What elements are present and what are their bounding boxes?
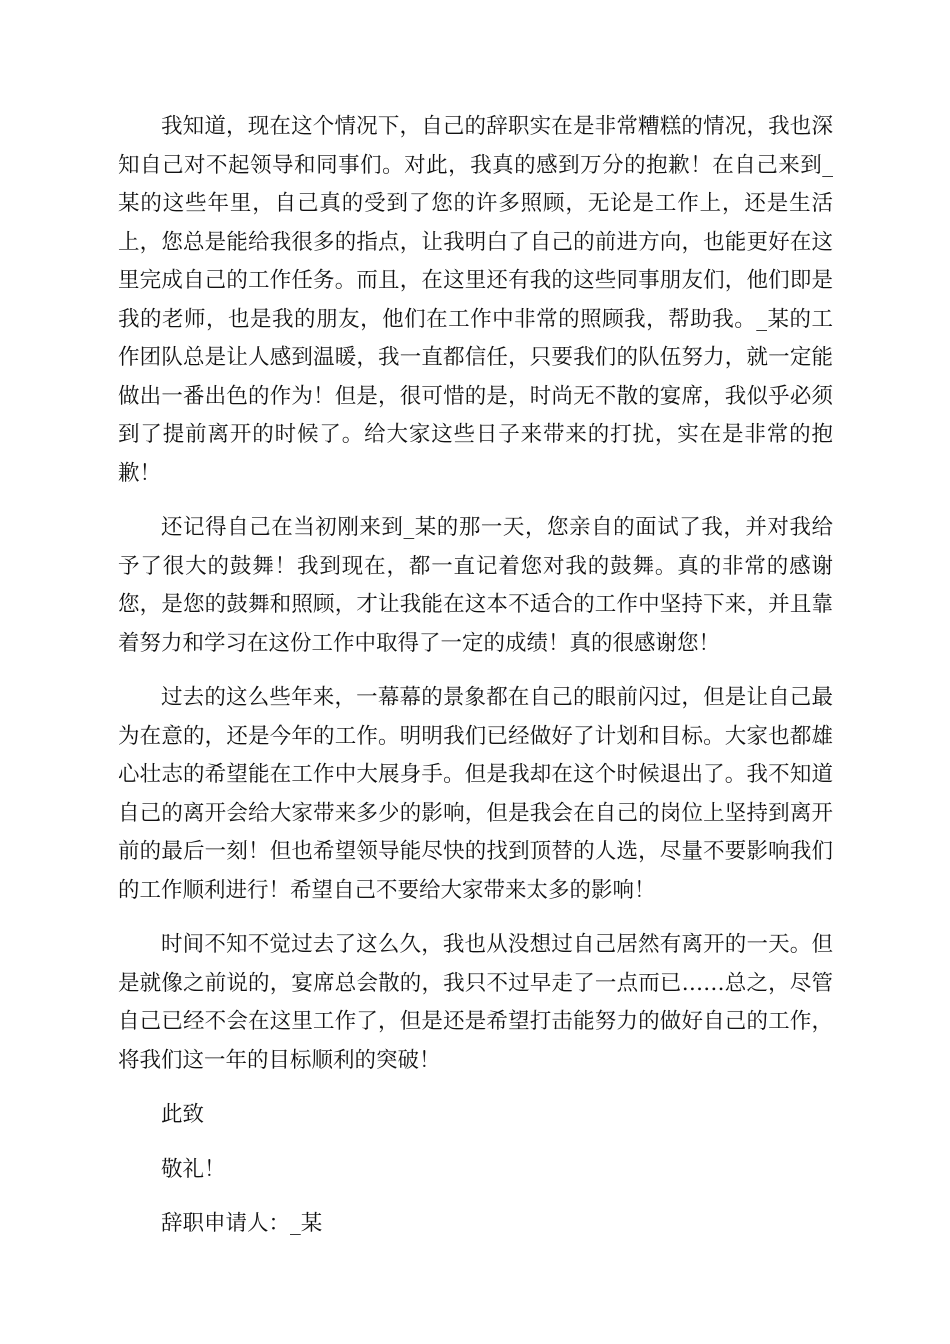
- paragraph-4: 时间不知不觉过去了这么久，我也从没想过自己居然有离开的一天。但是就像之前说的，宴席总会散的，我只不过早走了一点而已……总之，尽管自己已经不会在这里工作了，但是还是希望打击能努力的做好自己的工作，将我们这一年的目标顺利的突破！: [118, 932, 833, 1073]
- closing-salutation: 此致: [161, 1102, 205, 1127]
- signature: 辞职申请人：_某: [161, 1211, 323, 1236]
- paragraph-3: 过去的这么些年来，一幕幕的景象都在自己的眼前闪过，但是让自己最为在意的，还是今年的工作。明明我们已经做好了计划和目标。大家也都雄心壮志的希望能在工作中大展身手。但是我却在这个时候退出了。我不知道自己的离开会给大家带来多少的影响，但是我会在自己的岗位上坚持到离开前的最后一刻！但也希望领导能尽快的找到顶替的人选，尽量不要影响我们的工作顺利进行！希望自己不要给大家带来太多的影响！: [118, 685, 833, 903]
- closing-regards: 敬礼！: [161, 1156, 226, 1182]
- letter-body: [118, 108, 833, 1244]
- paragraph-2: 还记得自己在当初刚来到_某的那一天，您亲自的面试了我，并对我给予了很大的鼓舞！我到现在，都一直记着您对我的鼓舞。真的非常的感谢您，是您的鼓舞和照顾，才让我能在这本不适合的工作中坚持下来，并且靠着努力和学习在这份工作中取得了一定的成绩！真的很感谢您！: [118, 515, 833, 656]
- paragraph-1: 我知道，现在这个情况下，自己的辞职实在是非常糟糕的情况，我也深知自己对不起领导和同事们。对此，我真的感到万分的抱歉！在自己来到_某的这些年里，自己真的受到了您的许多照顾，无论是工作上，还是生活上，您总是能给我很多的指点，让我明白了自己的前进方向，也能更好在这里完成自己的工作任务。而且，在这里还有我的这些同事朋友们，他们即是我的老师，也是我的朋友，他们在工作中非常的照顾我，帮助我。_某的工作团队总是让人感到温暖，我一直都信任，只要我们的队伍努力，就一定能做出一番出色的作为！但是，很可惜的是，时尚无不散的宴席，我似乎必须到了提前离开的时候了。给大家这些日子来带来的打扰，实在是非常的抱歉！: [118, 114, 833, 486]
